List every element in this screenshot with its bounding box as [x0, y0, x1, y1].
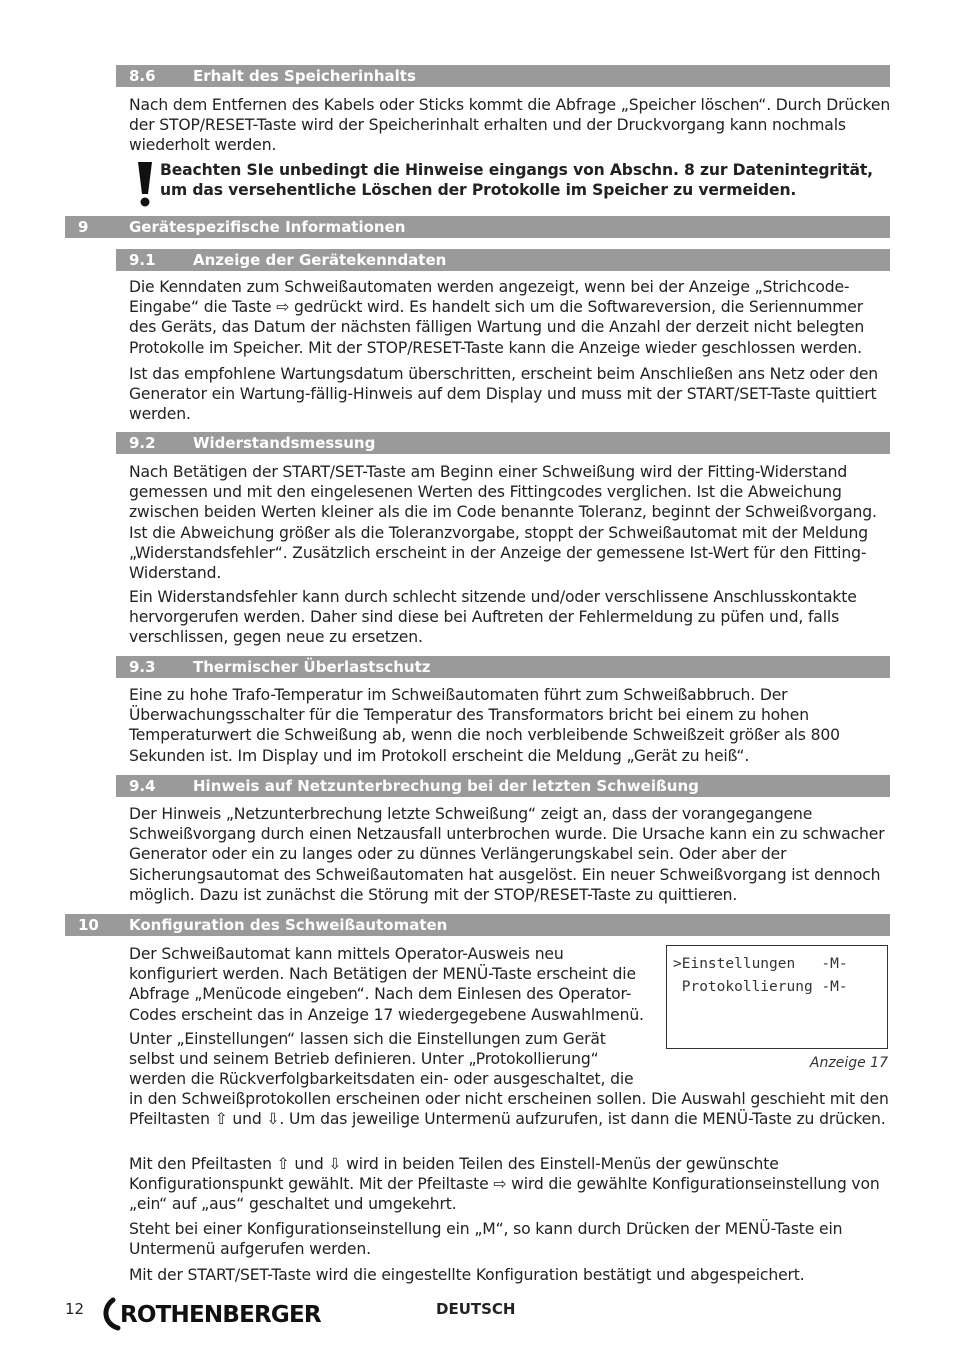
section-title: Anzeige der Gerätekenndaten	[193, 251, 447, 269]
section-number: 9.3	[129, 658, 156, 676]
display-caption: Anzeige 17	[809, 1055, 888, 1071]
section-title: Erhalt des Speicherinhalts	[193, 67, 416, 85]
section-title: Konfiguration des Schweißautomaten	[129, 916, 448, 934]
section-header-9-2	[116, 432, 890, 454]
paragraph: Die Kenndaten zum Schweißautomaten werden angezeigt, wenn bei der Anzeige „Strichcode-Eingabe“ die Taste ⇨ gedrückt wird. Es handelt sich um die Softwareversion, die Seriennummer des Geräts, das Datum der nächsten fälligen Wartung und die Anzahl der derzeit nicht belegten Protokolle im Speicher. Mit der STOP/RESET-Taste kann die Anzeige wieder geschlossen werden.	[129, 278, 865, 357]
paragraph: Mit der START/SET-Taste wird die eingestellte Konfiguration bestätigt und abgespeichert.	[129, 1266, 805, 1284]
section-number: 9	[78, 218, 89, 236]
page-number: 12	[65, 1300, 85, 1318]
paragraph: Der Schweißautomat kann mittels Operator-Ausweis neu konfiguriert werden. Nach Betätigen der MENÜ-Taste erscheint die Abfrage „Menücode eingeben“. Nach dem Einlesen des Operator-Codes erscheint das in Anzeige 17 wiedergegebene Auswahlmenü.	[129, 945, 644, 1024]
paragraph: Ist das empfohlene Wartungsdatum überschritten, erscheint beim Anschließen ans Netz oder den Generator ein Wartung-fällig-Hinweis auf dem Display und muss mit der START/SET-Taste quittiert werden.	[129, 365, 878, 424]
brand-logo	[100, 1294, 350, 1338]
section-title: Widerstandsmessung	[193, 434, 376, 452]
warning-text: Beachten SIe unbedingt die Hinweise eingangs von Abschn. 8 zur Datenintegrität, um das versehentliche Löschen der Protokolle im Speicher zu vermeiden.	[160, 161, 873, 200]
section-header-9-1	[116, 249, 890, 271]
section-header-8-6	[116, 65, 890, 87]
section-number: 10	[78, 916, 99, 934]
paragraph: Steht bei einer Konfigurationseinstellung ein „M“, so kann durch Drücken der MENÜ-Taste ein Untermenü aufgerufen werden.	[129, 1220, 843, 1259]
section-title: Hinweis auf Netzunterbrechung bei der letzten Schweißung	[193, 777, 699, 795]
section-number: 8.6	[129, 67, 156, 85]
paragraph: Nach dem Entfernen des Kabels oder Sticks kommt die Abfrage „Speicher löschen“. Durch Drücken der STOP/RESET-Taste wird der Speicherinhalt erhalten und der Druckvorgang kann nochmals wiederholt werden.	[129, 96, 891, 155]
rothenberger-logo-icon	[100, 1294, 350, 1334]
display-line-2: Protokollierung -M-	[673, 979, 848, 995]
language-label: DEUTSCH	[436, 1300, 516, 1318]
section-number: 9.2	[129, 434, 156, 452]
lcd-display-17	[666, 945, 888, 1049]
paragraph: Mit den Pfeiltasten ⇧ und ⇩ wird in beiden Teilen des Einstell-Menüs der gewünschte Konfigurationspunkt gewählt. Mit der Pfeiltaste ⇨ wird die gewählte Konfigurationseinstellung von „ein“ auf „aus“ geschaltet und umgekehrt.	[129, 1155, 880, 1214]
section-title: Thermischer Überlastschutz	[193, 658, 431, 676]
paragraph: Unter „Einstellungen“ lassen sich die Einstellungen zum Gerät selbst und seinem Betrieb definieren. Unter „Protokollierung“ werden die Rückverfolgbarkeitsdaten ein- oder ausgeschaltet, die	[129, 1030, 634, 1089]
section-header-9	[65, 216, 890, 238]
paragraph: Ein Widerstandsfehler kann durch schlecht sitzende und/oder verschlissene Anschlusskontakte hervorgerufen werden. Daher sind diese bei Auftreten der Fehlermeldung zu püfen und, falls verschlissen, gegen neue zu ersetzen.	[129, 588, 857, 647]
brand-name: ROTHENBERGER	[120, 1302, 321, 1328]
section-number: 9.4	[129, 777, 156, 795]
paragraph: Der Hinweis „Netzunterbrechung letzte Schweißung“ zeigt an, dass der vorangegangene Schweißvorgang durch einen Netzausfall unterbrochen wurde. Die Ursache kann ein zu schwacher Generator oder ein zu langes oder zu dünnes Verlängerungskabel sein. Oder aber der Sicherungsautomat des Schweißautomaten hat ausgelöst. Ein neuer Schweißvorgang ist dennoch möglich. Dazu ist zunächst die Störung mit der STOP/RESET-Taste zu quittieren.	[129, 805, 885, 904]
section-header-9-4	[116, 775, 890, 797]
paragraph: Nach Betätigen der START/SET-Taste am Beginn einer Schweißung wird der Fitting-Widerstand gemessen und mit den eingelesenen Werten des Fittingcodes verglichen. Ist die Abweichung zwischen beiden Werten kleiner als die im Code benannte Toleranz, beginnt der Schweißvorgang. Ist die Abweichung größer als die Toleranzvorgabe, stoppt der Schweißautomat mit der Meldung „Widerstandsfehler“. Zusätzlich erscheint in der Anzeige der gemessene Ist-Wert für den Fitting-Widerstand.	[129, 463, 877, 583]
section-number: 9.1	[129, 251, 156, 269]
paragraph: in den Schweißprotokollen erscheinen oder nicht erscheinen sollen. Die Auswahl geschieht mit den Pfeiltasten ⇧ und ⇩. Um das jeweilige Untermenü aufzurufen, ist dann die MENÜ-Taste zu drücken.	[129, 1090, 889, 1129]
exclamation-icon	[132, 160, 158, 208]
section-title: Gerätespezifische Informationen	[129, 218, 406, 236]
section-header-9-3	[116, 656, 890, 678]
section-header-10	[65, 914, 890, 936]
display-line-1: >Einstellungen -M-	[673, 956, 848, 972]
paragraph: Eine zu hohe Trafo-Temperatur im Schweißautomaten führt zum Schweißabbruch. Der Überwachungsschalter für die Temperatur des Transformators bricht bei einem zu hohen Temperaturwert die Schweißung ab, wenn die noch verbleibende Schweißzeit größer als 800 Sekunden ist. Im Display und im Protokoll erscheint die Meldung „Gerät zu heiß“.	[129, 686, 840, 765]
